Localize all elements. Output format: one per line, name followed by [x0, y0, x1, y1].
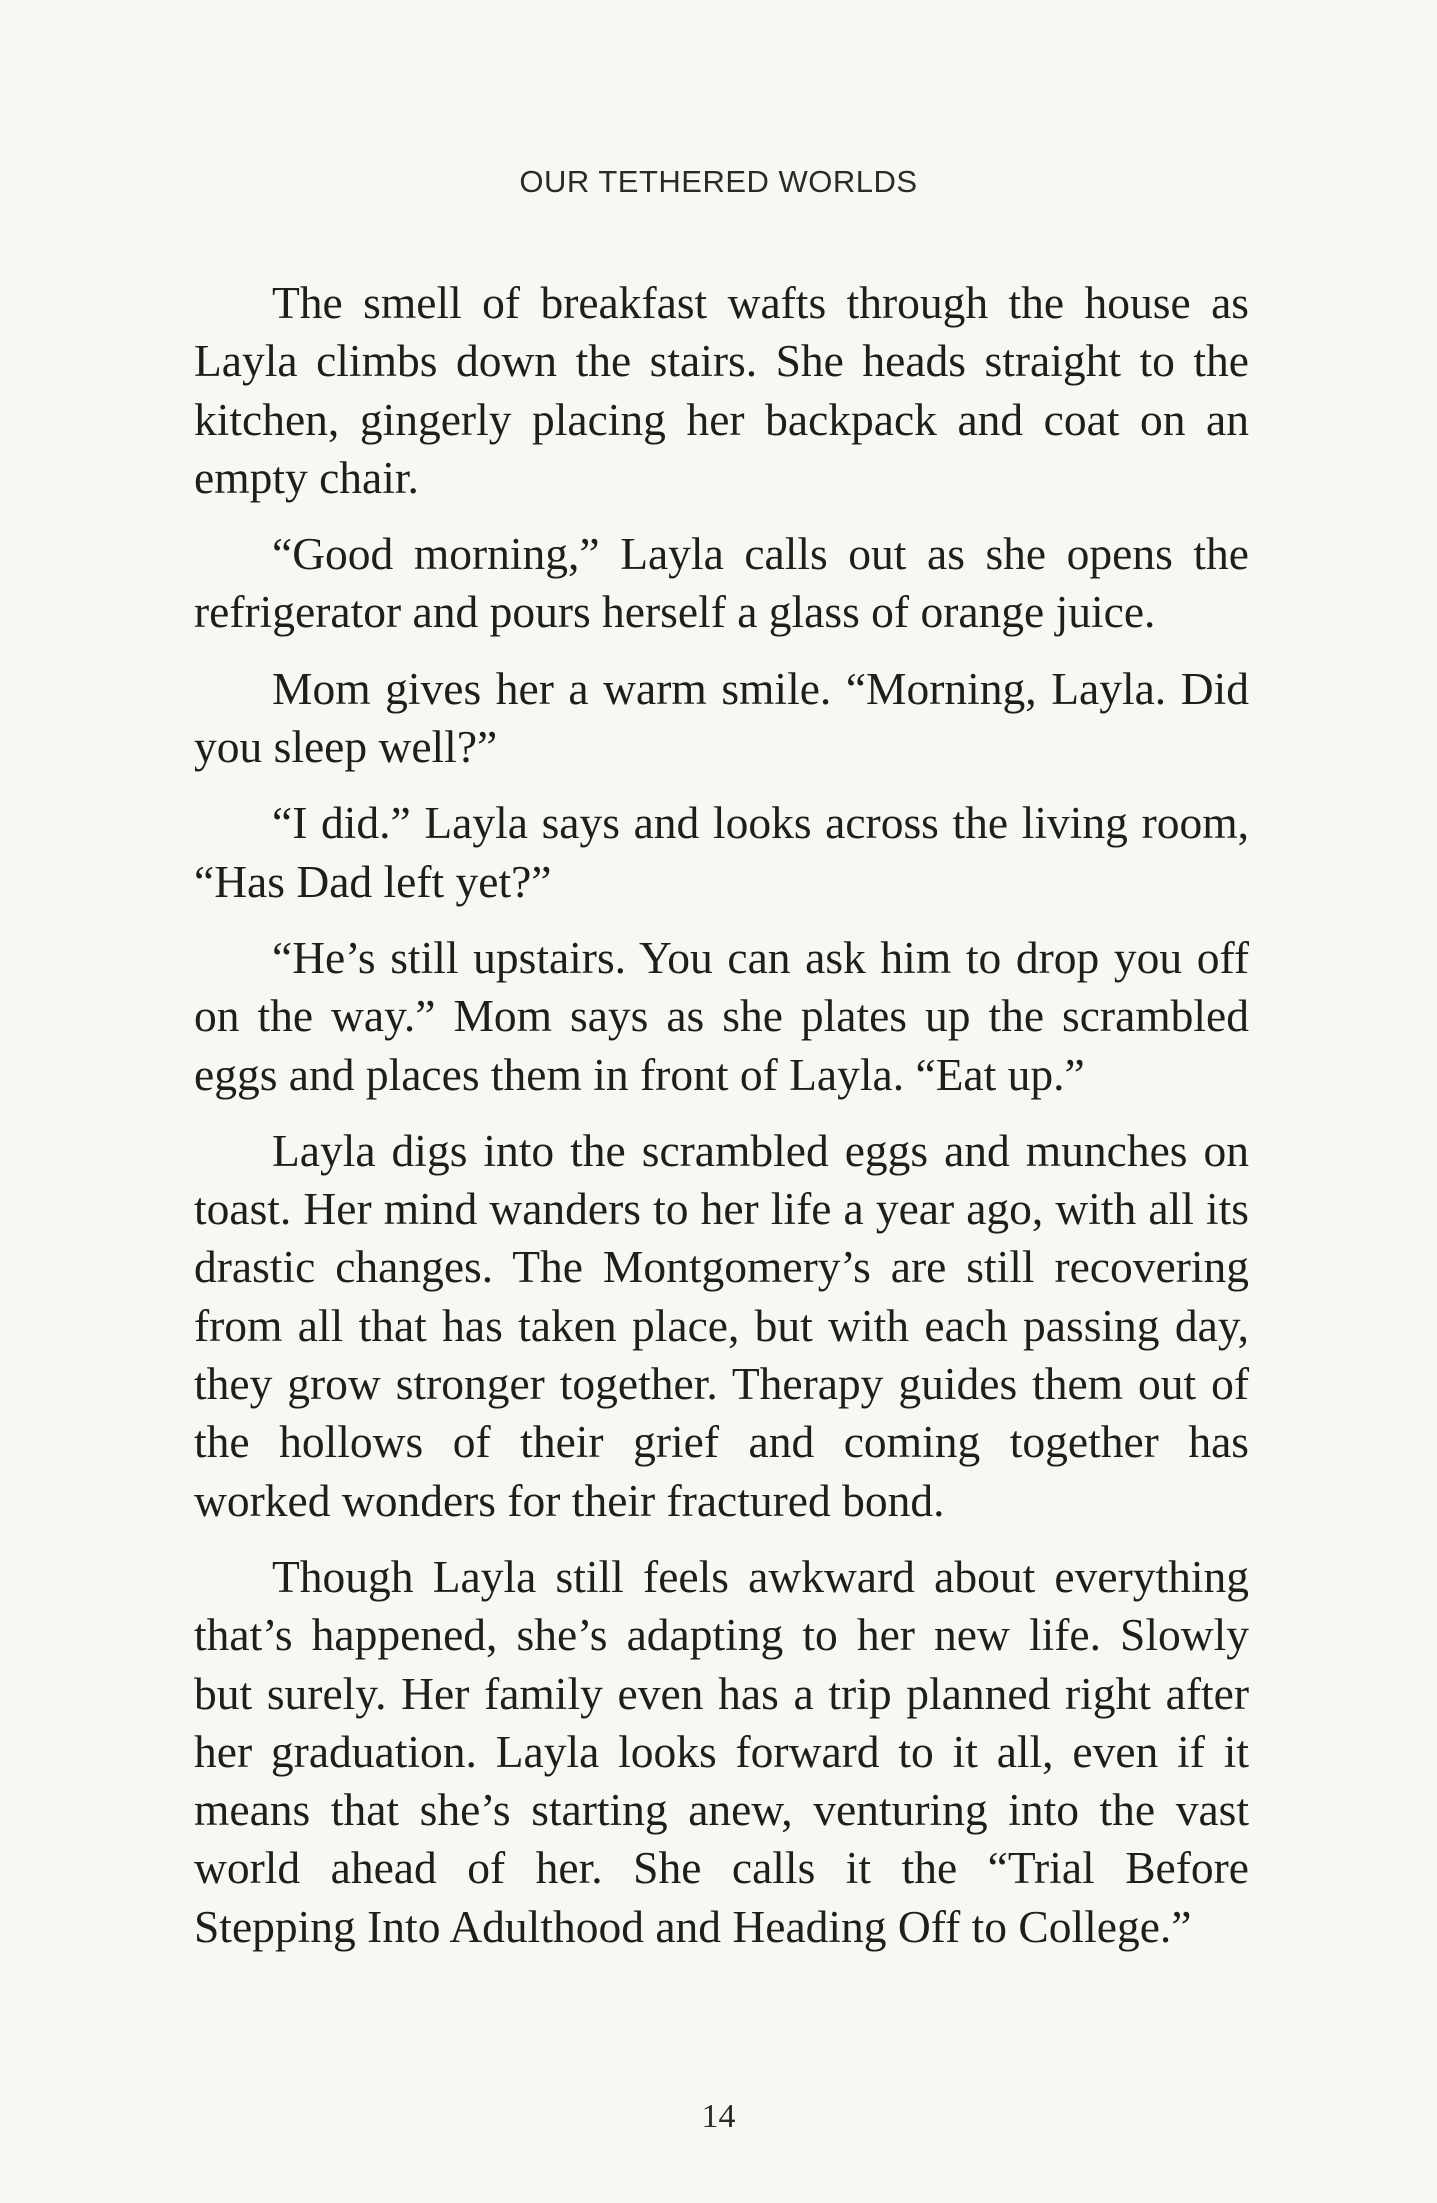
paragraph: Mom gives her a warm smile. “Morning, Layla. Did you sleep well?”	[194, 662, 1249, 773]
body-text	[194, 274, 1249, 1974]
paragraph: The smell of breakfast wafts through the house as Layla climbs down the stairs. She heads straight to the kitchen, gingerly placing her backpack and coat on an empty chair.	[194, 277, 1249, 503]
running-head: OUR TETHERED WORLDS	[519, 164, 918, 199]
paragraph: “He’s still upstairs. You can ask him to drop you off on the way.” Mom says as she plates up the scrambled eggs and places them in front of Layla. “Eat up.”	[194, 931, 1249, 1100]
paragraph: Though Layla still feels awkward about everything that’s happened, she’s adapting to her new life. Slowly but surely. Her family even has a trip planned right after her graduation. Layla looks forward to it all, even if it means that she’s starting anew, venturing into the vast world ahead of her. She calls it the “Trial Before Stepping Into Adulthood and Heading Off to College.”	[194, 1550, 1249, 1952]
page-number: 14	[701, 2098, 736, 2135]
paragraph: Layla digs into the scrambled eggs and munches on toast. Her mind wanders to her life a year ago, with all its drastic changes. The Montgomery’s are still recovering from all that has taken place, but with each passing day, they grow stronger together. Therapy guides them out of the hollows of their grief and coming together has worked wonders for their fractured bond.	[194, 1124, 1249, 1526]
paragraph: “Good morning,” Layla calls out as she opens the refrigerator and pours herself a glass of orange juice.	[194, 528, 1249, 638]
paragraph: “I did.” Layla says and looks across the living room, “Has Dad left yet?”	[194, 797, 1249, 907]
